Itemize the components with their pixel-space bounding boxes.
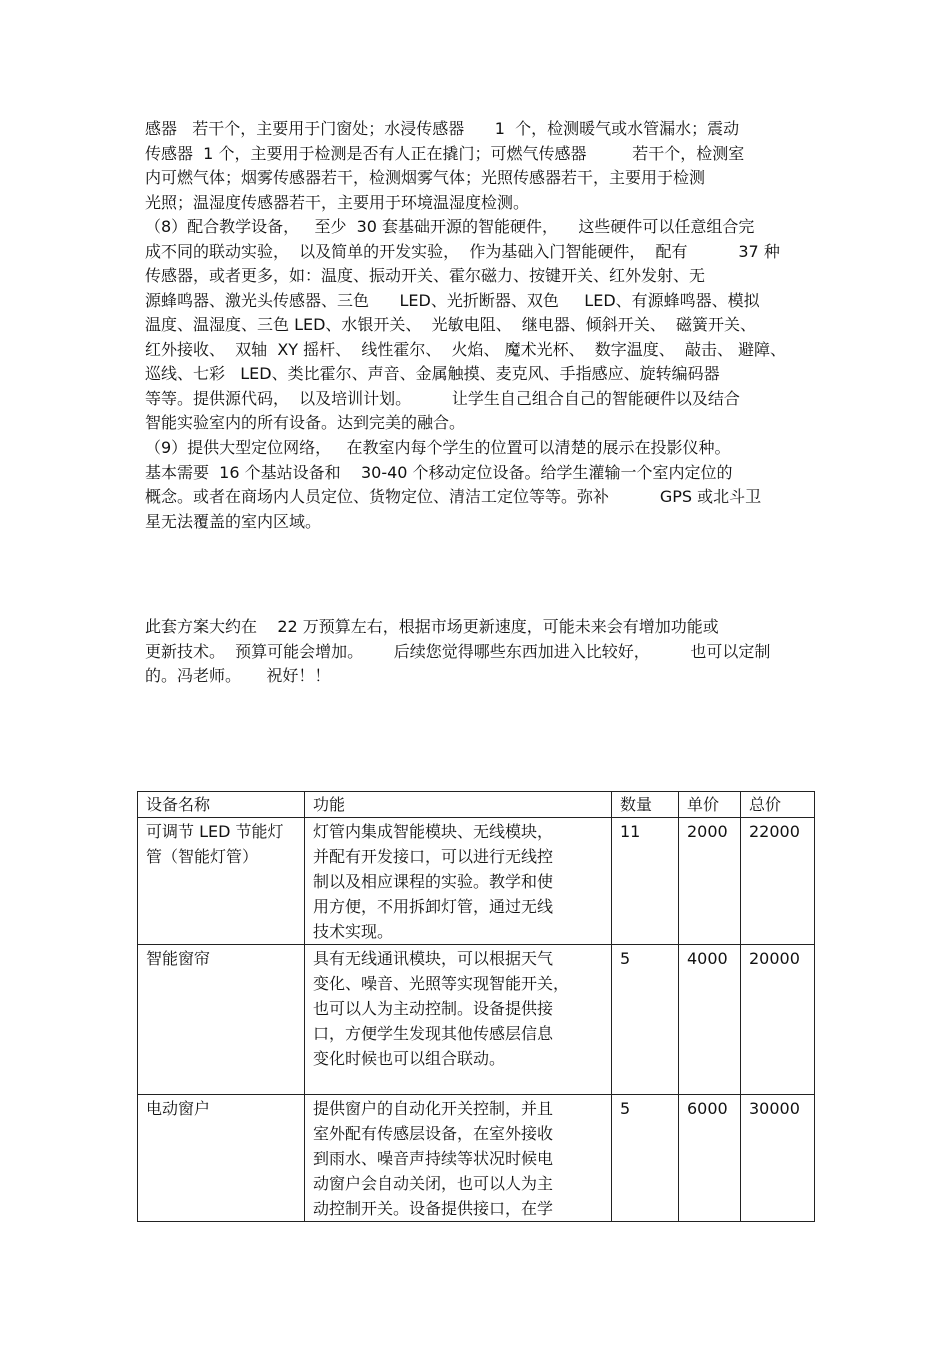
table-row bbox=[138, 818, 815, 945]
device-name-cell bbox=[138, 945, 305, 1095]
text-line: 光照；温湿度传感器若干，主要用于环境温湿度检测。 bbox=[145, 192, 530, 212]
cell-text: 并配有开发接口，可以进行无线控 bbox=[313, 847, 554, 866]
device-name-cell bbox=[138, 1095, 305, 1222]
paragraph-sensors bbox=[145, 117, 815, 215]
text-line: 此套方案大约在 22 万预算左右，根据市场更新速度，可能未来会有增加功能或 bbox=[145, 617, 719, 636]
text-line: 内可燃气体；烟雾传感器若干，检测烟雾气体；光照传感器若干，主要用于检测 bbox=[145, 168, 706, 187]
text-line: 概念。或者在商场内人员定位、货物定位、清洁工定位等等。弥补 GPS 或北斗卫 bbox=[145, 487, 762, 506]
cell-text: 灯管内集成智能模块、无线模块， bbox=[313, 822, 554, 841]
table-row bbox=[138, 1095, 815, 1222]
unit-price-cell: 6000 bbox=[679, 1095, 741, 1222]
header-function: 功能 bbox=[305, 792, 612, 818]
header-device-name: 设备名称 bbox=[138, 792, 305, 818]
cell-text: 变化时候也可以组合联动。 bbox=[313, 1049, 506, 1068]
paragraph-teaching-equipment bbox=[145, 215, 815, 436]
cell-text: 动控制开关。设备提供接口，在学 bbox=[313, 1199, 554, 1218]
cell-text: 制以及相应课程的实验。教学和使 bbox=[313, 872, 554, 891]
text-line: 更新技术。 预算可能会增加。 后续您觉得哪些东西加进入比较好， 也可以定制 bbox=[145, 641, 771, 661]
text-line: 温度、温湿度、三色 LED、水银开关、 光敏电阻、 继电器、倾斜开关、 磁簧开关、 bbox=[145, 315, 756, 334]
cell-text: 提供窗户的自动化开关控制，并且 bbox=[313, 1099, 554, 1118]
cell-text: 管（智能灯管） bbox=[146, 847, 259, 866]
function-cell bbox=[305, 818, 612, 945]
paragraph-budget bbox=[145, 615, 815, 689]
cell-text: 到雨水、噪音声持续等状况时候电 bbox=[313, 1149, 554, 1168]
total-price-cell: 22000 bbox=[741, 818, 815, 945]
header-unit-price: 单价 bbox=[679, 792, 741, 818]
quantity-cell: 5 bbox=[612, 1095, 679, 1222]
text-line: 星无法覆盖的室内区域。 bbox=[145, 511, 322, 531]
text-line: 源蜂鸣器、激光头传感器、三色 LED、光折断器、双色 LED、有源蜂鸣器、模拟 bbox=[145, 290, 760, 310]
table-row bbox=[138, 945, 815, 1095]
text-line: 传感器，或者更多，如：温度、振动开关、霍尔磁力、按键开关、红外发射、无 bbox=[145, 266, 706, 285]
text-line: 成不同的联动实验， 以及简单的开发实验， 作为基础入门智能硬件， 配有 37 种 bbox=[145, 241, 780, 261]
unit-price-cell: 2000 bbox=[679, 818, 741, 945]
total-price-cell: 20000 bbox=[741, 945, 815, 1095]
function-cell bbox=[305, 1095, 612, 1222]
cell-text: 技术实现。 bbox=[313, 922, 394, 941]
quantity-cell: 5 bbox=[612, 945, 679, 1095]
cell-text: 可调节 LED 节能灯 bbox=[146, 822, 284, 841]
total-price-cell: 30000 bbox=[741, 1095, 815, 1222]
header-quantity: 数量 bbox=[612, 792, 679, 818]
cell-text: 具有无线通讯模块，可以根据天气 bbox=[313, 949, 554, 968]
text-line: （8）配合教学设备， 至少 30 套基础开源的智能硬件， 这些硬件可以任意组合完 bbox=[145, 217, 755, 236]
cell-text: 室外配有传感层设备，在室外接收 bbox=[313, 1124, 554, 1143]
cell-text: 也可以人为主动控制。设备提供接 bbox=[313, 999, 554, 1018]
cell-text: 用方便，不用拆卸灯管，通过无线 bbox=[313, 897, 554, 916]
cell-text: 智能窗帘 bbox=[146, 949, 211, 968]
text-line: 基本需要 16 个基站设备和 30-40 个移动定位设备。给学生灌输一个室内定位的 bbox=[145, 462, 733, 482]
text-line: 感器 若干个，主要用于门窗处；水浸传感器 1 个，检测暖气或水管漏水；震动 bbox=[145, 119, 740, 138]
text-line: 红外接收、 双轴 XY 摇杆、 线性霍尔、 火焰、 魔术光杯、 数字温度、 敲击、 避障、 bbox=[145, 339, 787, 359]
unit-price-cell: 4000 bbox=[679, 945, 741, 1095]
function-cell bbox=[305, 945, 612, 1095]
text-line: 智能实验室内的所有设备。达到完美的融合。 bbox=[145, 413, 466, 432]
text-line: （9）提供大型定位网络， 在教室内每个学生的位置可以清楚的展示在投影仪种。 bbox=[145, 438, 731, 457]
cell-text: 电动窗户 bbox=[146, 1099, 211, 1118]
cell-text: 变化、噪音、光照等实现智能开关， bbox=[313, 974, 570, 993]
cell-text: 动窗户会自动关闭，也可以人为主 bbox=[313, 1174, 554, 1193]
table-header-row bbox=[138, 792, 815, 818]
quantity-cell: 11 bbox=[612, 818, 679, 945]
text-line: 的。冯老师。 祝好！！ bbox=[145, 666, 331, 685]
text-line: 等等。提供源代码， 以及培训计划。 让学生自己组合自己的智能硬件以及结合 bbox=[145, 388, 740, 408]
text-line: 巡线、七彩 LED、类比霍尔、声音、金属触摸、麦克风、手指感应、旋转编码器 bbox=[145, 364, 720, 383]
cell-text: 口，方便学生发现其他传感层信息 bbox=[313, 1024, 554, 1043]
device-name-cell bbox=[138, 818, 305, 945]
text-line: 传感器 1 个，主要用于检测是否有人正在撬门；可燃气传感器 若干个，检测室 bbox=[145, 143, 745, 163]
header-total-price: 总价 bbox=[741, 792, 815, 818]
equipment-table bbox=[137, 791, 815, 1222]
paragraph-positioning bbox=[145, 436, 815, 534]
